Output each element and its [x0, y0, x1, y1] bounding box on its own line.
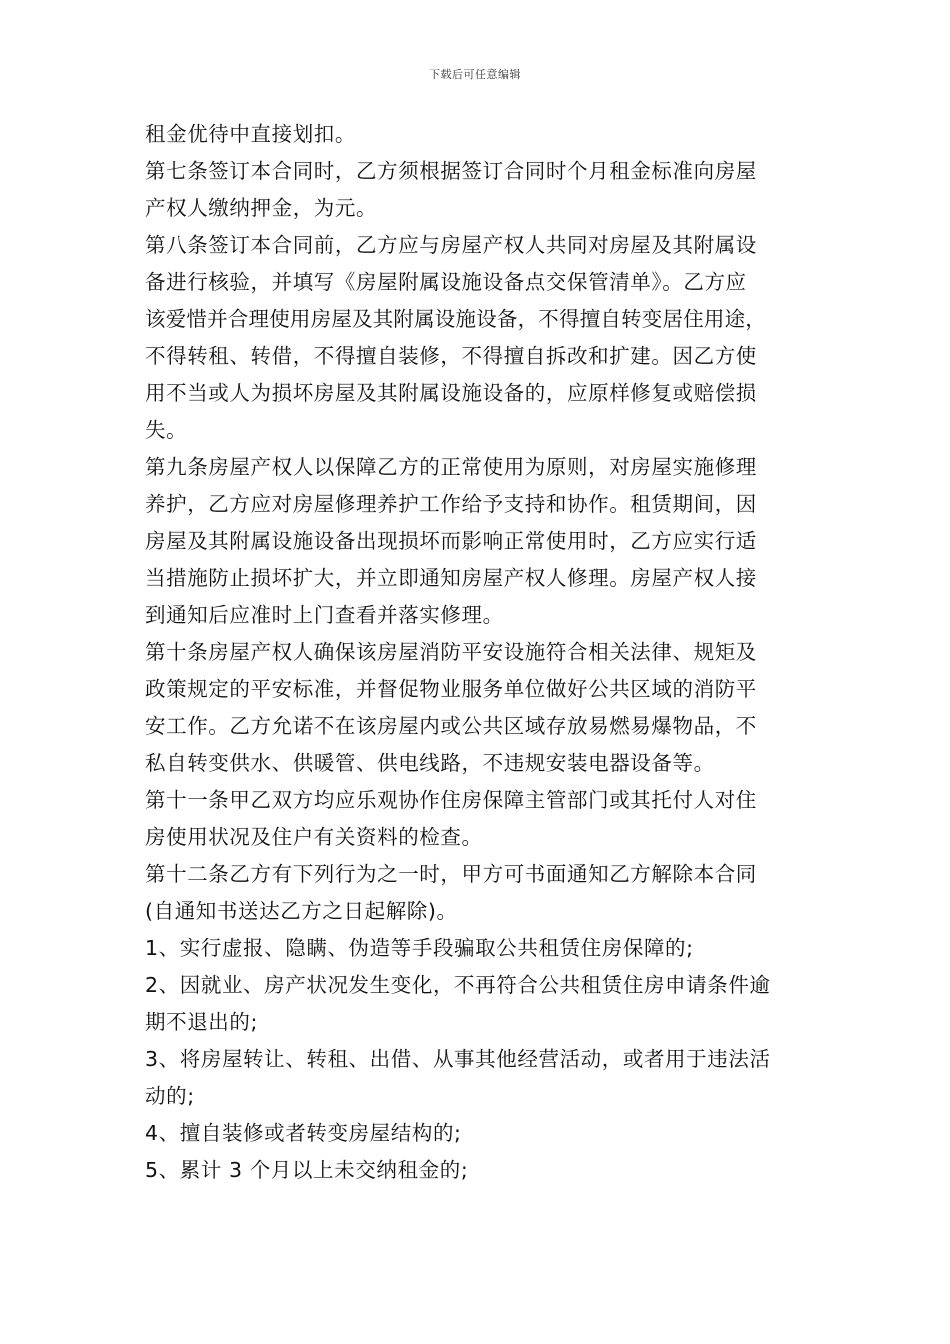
text-line: 第八条签订本合同前，乙方应与房屋产权人共同对房屋及其附属设 — [145, 233, 757, 257]
list-item-2 — [145, 967, 813, 1041]
text-line: 房使用状况及住户有关资料的检查。 — [145, 825, 483, 849]
paragraph-article-9 — [145, 449, 813, 634]
text-line: 第十一条甲乙双方均应乐观协作住房保障主管部门或其托付人对住 — [145, 788, 757, 812]
text-line: 5、累计 3 个月以上未交纳租金的; — [145, 1158, 469, 1182]
paragraph-article-10 — [145, 634, 813, 782]
text-line: 到通知后应准时上门查看并落实修理。 — [145, 603, 504, 627]
text-line: 第十条房屋产权人确保该房屋消防平安设施符合相关法律、规矩及 — [145, 640, 757, 664]
text-line: 私自转变供水、供暖管、供电线路，不违规安装电器设备等。 — [145, 751, 715, 775]
paragraph-article-11 — [145, 782, 813, 856]
text-line: 第七条签订本合同时，乙方须根据签订合同时个月租金标准向房屋 — [145, 159, 757, 183]
text-line: 期不退出的; — [145, 1010, 259, 1034]
text-line: 产权人缴纳押金，为元。 — [145, 196, 378, 220]
text-line: 4、擅自装修或者转变房屋结构的; — [145, 1121, 462, 1145]
text-line: 该爱惜并合理使用房屋及其附属设施设备，不得擅自转变居住用途， — [145, 307, 766, 331]
text-line: 第十二条乙方有下列行为之一时，甲方可书面通知乙方解除本合同 — [145, 862, 757, 886]
text-line: 第九条房屋产权人以保障乙方的正常使用为原则，对房屋实施修理 — [145, 455, 757, 479]
list-item-3 — [145, 1041, 813, 1115]
text-line: 3、将房屋转让、转租、出借、从事其他经营活动，或者用于违法活 — [145, 1047, 771, 1071]
text-line: 2、因就业、房产状况发生变化，不再符合公共租赁住房申请条件逾 — [145, 973, 771, 997]
paragraph-article-7 — [145, 153, 813, 227]
text-line: (自通知书送达乙方之日起解除)。 — [145, 899, 458, 923]
text-line: 养护，乙方应对房屋修理养护工作给予支持和协作。租赁期间，因 — [145, 492, 757, 516]
text-line: 房屋及其附属设施设备出现损坏而影响正常使用时，乙方应实行适 — [145, 529, 757, 553]
document-body — [145, 116, 813, 1189]
page-header-note: 下载后可任意编辑 — [429, 68, 521, 81]
list-item-4 — [145, 1115, 813, 1152]
text-line: 安工作。乙方允诺不在该房屋内或公共区域存放易燃易爆物品，不 — [145, 714, 757, 738]
text-line: 当措施防止损坏扩大，并立即通知房屋产权人修理。房屋产权人接 — [145, 566, 757, 590]
list-item-1 — [145, 930, 813, 967]
text-line: 用不当或人为损坏房屋及其附属设施设备的，应原样修复或赔偿损 — [145, 381, 757, 405]
paragraph — [145, 116, 813, 153]
text-line: 不得转租、转借，不得擅自装修，不得擅自拆改和扩建。因乙方使 — [145, 344, 757, 368]
text-line: 失。 — [145, 418, 188, 442]
text-line: 动的; — [145, 1084, 195, 1108]
text-line: 租金优待中直接划扣。 — [145, 122, 356, 146]
paragraph-article-8 — [145, 227, 813, 449]
list-item-5 — [145, 1152, 813, 1189]
paragraph-article-12 — [145, 856, 813, 930]
text-line: 1、实行虚报、隐瞒、伪造等手段骗取公共租赁住房保障的; — [145, 936, 694, 960]
text-line: 政策规定的平安标准，并督促物业服务单位做好公共区域的消防平 — [145, 677, 757, 701]
text-line: 备进行核验，并填写《房屋附属设施设备点交保管清单》。乙方应 — [145, 270, 747, 294]
